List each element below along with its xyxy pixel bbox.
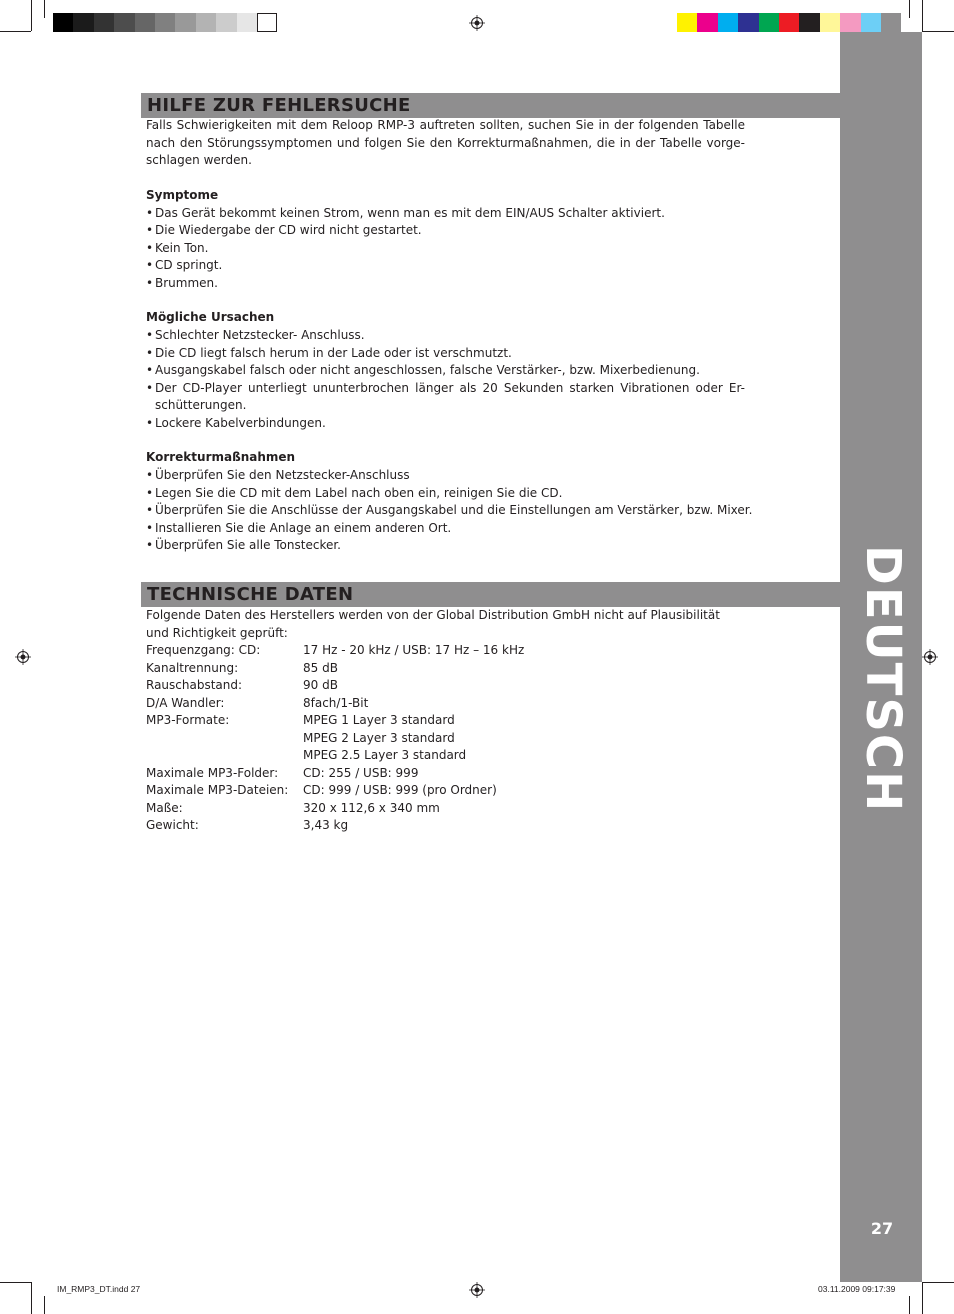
spec-label: D/A Wandler: bbox=[146, 695, 225, 710]
troubleshooting-intro: Falls Schwierigkeiten mit dem Reloop RMP-3 auftreten sollten, suchen Sie in der folgenden Tabelle nach den Störungssymptomen und folgen Sie den Korrekturmaßnahmen, die in der Tabelle vorge-schlagen werden. bbox=[146, 118, 745, 167]
bullet-glyph: • bbox=[146, 275, 154, 290]
bullet-glyph: • bbox=[146, 380, 154, 395]
list-item-text: Installieren Sie die Anlage an einem anderen Ort. bbox=[155, 520, 452, 535]
crop-mark-bottom-left-v bbox=[31, 1282, 32, 1314]
spec-label: MP3-Formate: bbox=[146, 713, 230, 727]
bullet-glyph: • bbox=[146, 520, 154, 535]
bullet-glyph: • bbox=[146, 363, 154, 377]
crop-mark-top-left-h bbox=[0, 31, 31, 32]
list-item-text: Das Gerät bekommt keinen Strom, wenn man es mit dem EIN/AUS Schalter aktiviert. bbox=[155, 205, 665, 220]
list-item-text: Die Wiedergabe der CD wird nicht gestartet. bbox=[155, 223, 422, 237]
crop-mark-top-right-h bbox=[922, 31, 954, 32]
causes-title: Mögliche Ursachen bbox=[146, 310, 275, 324]
crop-mark-bottom-right-h bbox=[922, 1282, 954, 1283]
spec-value: MPEG 2.5 Layer 3 standard bbox=[303, 748, 467, 762]
spec-value: 8fach/1-Bit bbox=[303, 695, 369, 710]
list-item-text: Überprüfen Sie den Netzstecker-Anschluss bbox=[155, 468, 410, 482]
gray-swatch bbox=[257, 13, 277, 32]
spec-label: Maße: bbox=[146, 800, 183, 815]
symptoms-title: Symptome bbox=[146, 188, 219, 202]
gray-swatch bbox=[94, 13, 114, 32]
registration-mark-icon bbox=[922, 649, 938, 665]
spec-label: Frequenzgang: CD: bbox=[146, 643, 261, 657]
specifications-intro: Folgende Daten des Herstellers werden von der Global Distribution GmbH nicht auf Plausibilität und Richtigkeit geprüft: bbox=[146, 608, 720, 640]
list-item-text: Kein Ton. bbox=[155, 240, 209, 255]
crop-mark-top-left-v bbox=[31, 0, 32, 31]
bullet-glyph: • bbox=[146, 240, 154, 255]
spec-value: 17 Hz - 20 kHz / USB: 17 Hz – 16 kHz bbox=[303, 643, 525, 657]
registration-mark-icon bbox=[469, 1282, 485, 1298]
bullet-glyph: • bbox=[146, 345, 154, 360]
list-item-text: Überprüfen Sie alle Tonstecker. bbox=[155, 538, 341, 552]
crop-mark-top-right-v2 bbox=[909, 0, 910, 18]
color-swatch bbox=[677, 13, 697, 32]
crop-mark-bottom-left-v2 bbox=[44, 1296, 45, 1314]
footer-timestamp: 03.11.2009 09:17:39 bbox=[818, 1284, 896, 1294]
crop-mark-bottom-right-v2 bbox=[909, 1296, 910, 1314]
spec-label: Rauschabstand: bbox=[146, 678, 243, 692]
gray-swatch bbox=[73, 13, 93, 32]
spec-label: Gewicht: bbox=[146, 818, 199, 832]
crop-mark-bottom-left-h bbox=[0, 1282, 31, 1283]
spec-value: 90 dB bbox=[303, 678, 338, 692]
spec-value: MPEG 2 Layer 3 standard bbox=[303, 730, 455, 745]
spec-label: Maximale MP3-Dateien: bbox=[146, 783, 289, 797]
color-swatch bbox=[738, 13, 758, 32]
list-item-text: Der CD-Player unterliegt ununterbrochen länger als 20 Sekunden starken Vibrationen oder Er-schütterungen. bbox=[155, 380, 745, 412]
bullet-glyph: • bbox=[146, 415, 154, 430]
fixes-title: Korrekturmaßnahmen bbox=[146, 450, 296, 464]
list-item-text: Überprüfen Sie die Anschlüsse der Ausgangskabel und die Einstellungen am Verstärker, bzw. Mixer. bbox=[155, 503, 753, 517]
list-item-text: Schlechter Netzstecker- Anschluss. bbox=[155, 328, 365, 342]
crop-mark-top-left-v2 bbox=[44, 0, 45, 18]
section-heading-troubleshooting bbox=[141, 93, 840, 118]
section-heading-specifications bbox=[141, 582, 840, 607]
gray-swatch bbox=[175, 13, 195, 32]
color-swatch bbox=[840, 13, 860, 32]
color-swatch bbox=[759, 13, 779, 32]
page-number: 27 bbox=[870, 1219, 894, 1238]
gray-swatch bbox=[237, 13, 257, 32]
color-swatch bbox=[697, 13, 717, 32]
gray-swatch bbox=[216, 13, 236, 32]
list-item-text: Legen Sie die CD mit dem Label nach oben ein, reinigen Sie die CD. bbox=[155, 485, 563, 500]
spec-label: Kanaltrennung: bbox=[146, 660, 239, 675]
list-item-text: Lockere Kabelverbindungen. bbox=[155, 415, 326, 430]
spec-value: 3,43 kg bbox=[303, 818, 349, 832]
footer-filename: IM_RMP3_DT.indd 27 bbox=[57, 1284, 141, 1294]
spec-value: 320 x 112,6 x 340 mm bbox=[303, 800, 440, 815]
crop-mark-top-right-v bbox=[922, 0, 923, 31]
gray-swatch bbox=[114, 13, 134, 32]
bullet-glyph: • bbox=[146, 223, 154, 237]
gray-swatch bbox=[196, 13, 216, 32]
spec-value: CD: 999 / USB: 999 (pro Ordner) bbox=[303, 783, 497, 797]
section-heading-text: HILFE ZUR FEHLERSUCHE bbox=[147, 95, 411, 116]
list-item-text: Ausgangskabel falsch oder nicht angeschlossen, falsche Verstärker-, bzw. Mixerbedienung. bbox=[155, 363, 700, 377]
color-swatch bbox=[861, 13, 881, 32]
bullet-glyph: • bbox=[146, 205, 154, 220]
color-swatch bbox=[820, 13, 840, 32]
color-swatch bbox=[779, 13, 799, 32]
list-item-text: CD springt. bbox=[155, 258, 223, 272]
bullet-glyph: • bbox=[146, 538, 154, 552]
spec-value: 85 dB bbox=[303, 660, 338, 675]
color-swatch bbox=[799, 13, 819, 32]
color-swatch bbox=[881, 13, 901, 32]
color-swatch bbox=[718, 13, 738, 32]
spec-value: CD: 255 / USB: 999 bbox=[303, 765, 419, 780]
gray-swatch bbox=[135, 13, 155, 32]
bullet-glyph: • bbox=[146, 503, 154, 517]
bullet-glyph: • bbox=[146, 328, 154, 342]
list-item-text: Die CD liegt falsch herum in der Lade oder ist verschmutzt. bbox=[155, 345, 512, 360]
section-heading-text: TECHNISCHE DATEN bbox=[147, 584, 354, 605]
bullet-glyph: • bbox=[146, 485, 154, 500]
bullet-glyph: • bbox=[146, 468, 154, 482]
sidebar-language-title: DEUTSCH bbox=[855, 545, 911, 814]
spec-label: Maximale MP3-Folder: bbox=[146, 765, 279, 780]
gray-swatch bbox=[155, 13, 175, 32]
spec-value: MPEG 1 Layer 3 standard bbox=[303, 713, 455, 727]
registration-mark-icon bbox=[15, 649, 31, 665]
gray-swatch bbox=[53, 13, 73, 32]
registration-mark-icon bbox=[469, 15, 485, 31]
crop-mark-bottom-right-v bbox=[922, 1282, 923, 1314]
list-item-text: Brummen. bbox=[155, 275, 218, 290]
bullet-glyph: • bbox=[146, 258, 154, 272]
